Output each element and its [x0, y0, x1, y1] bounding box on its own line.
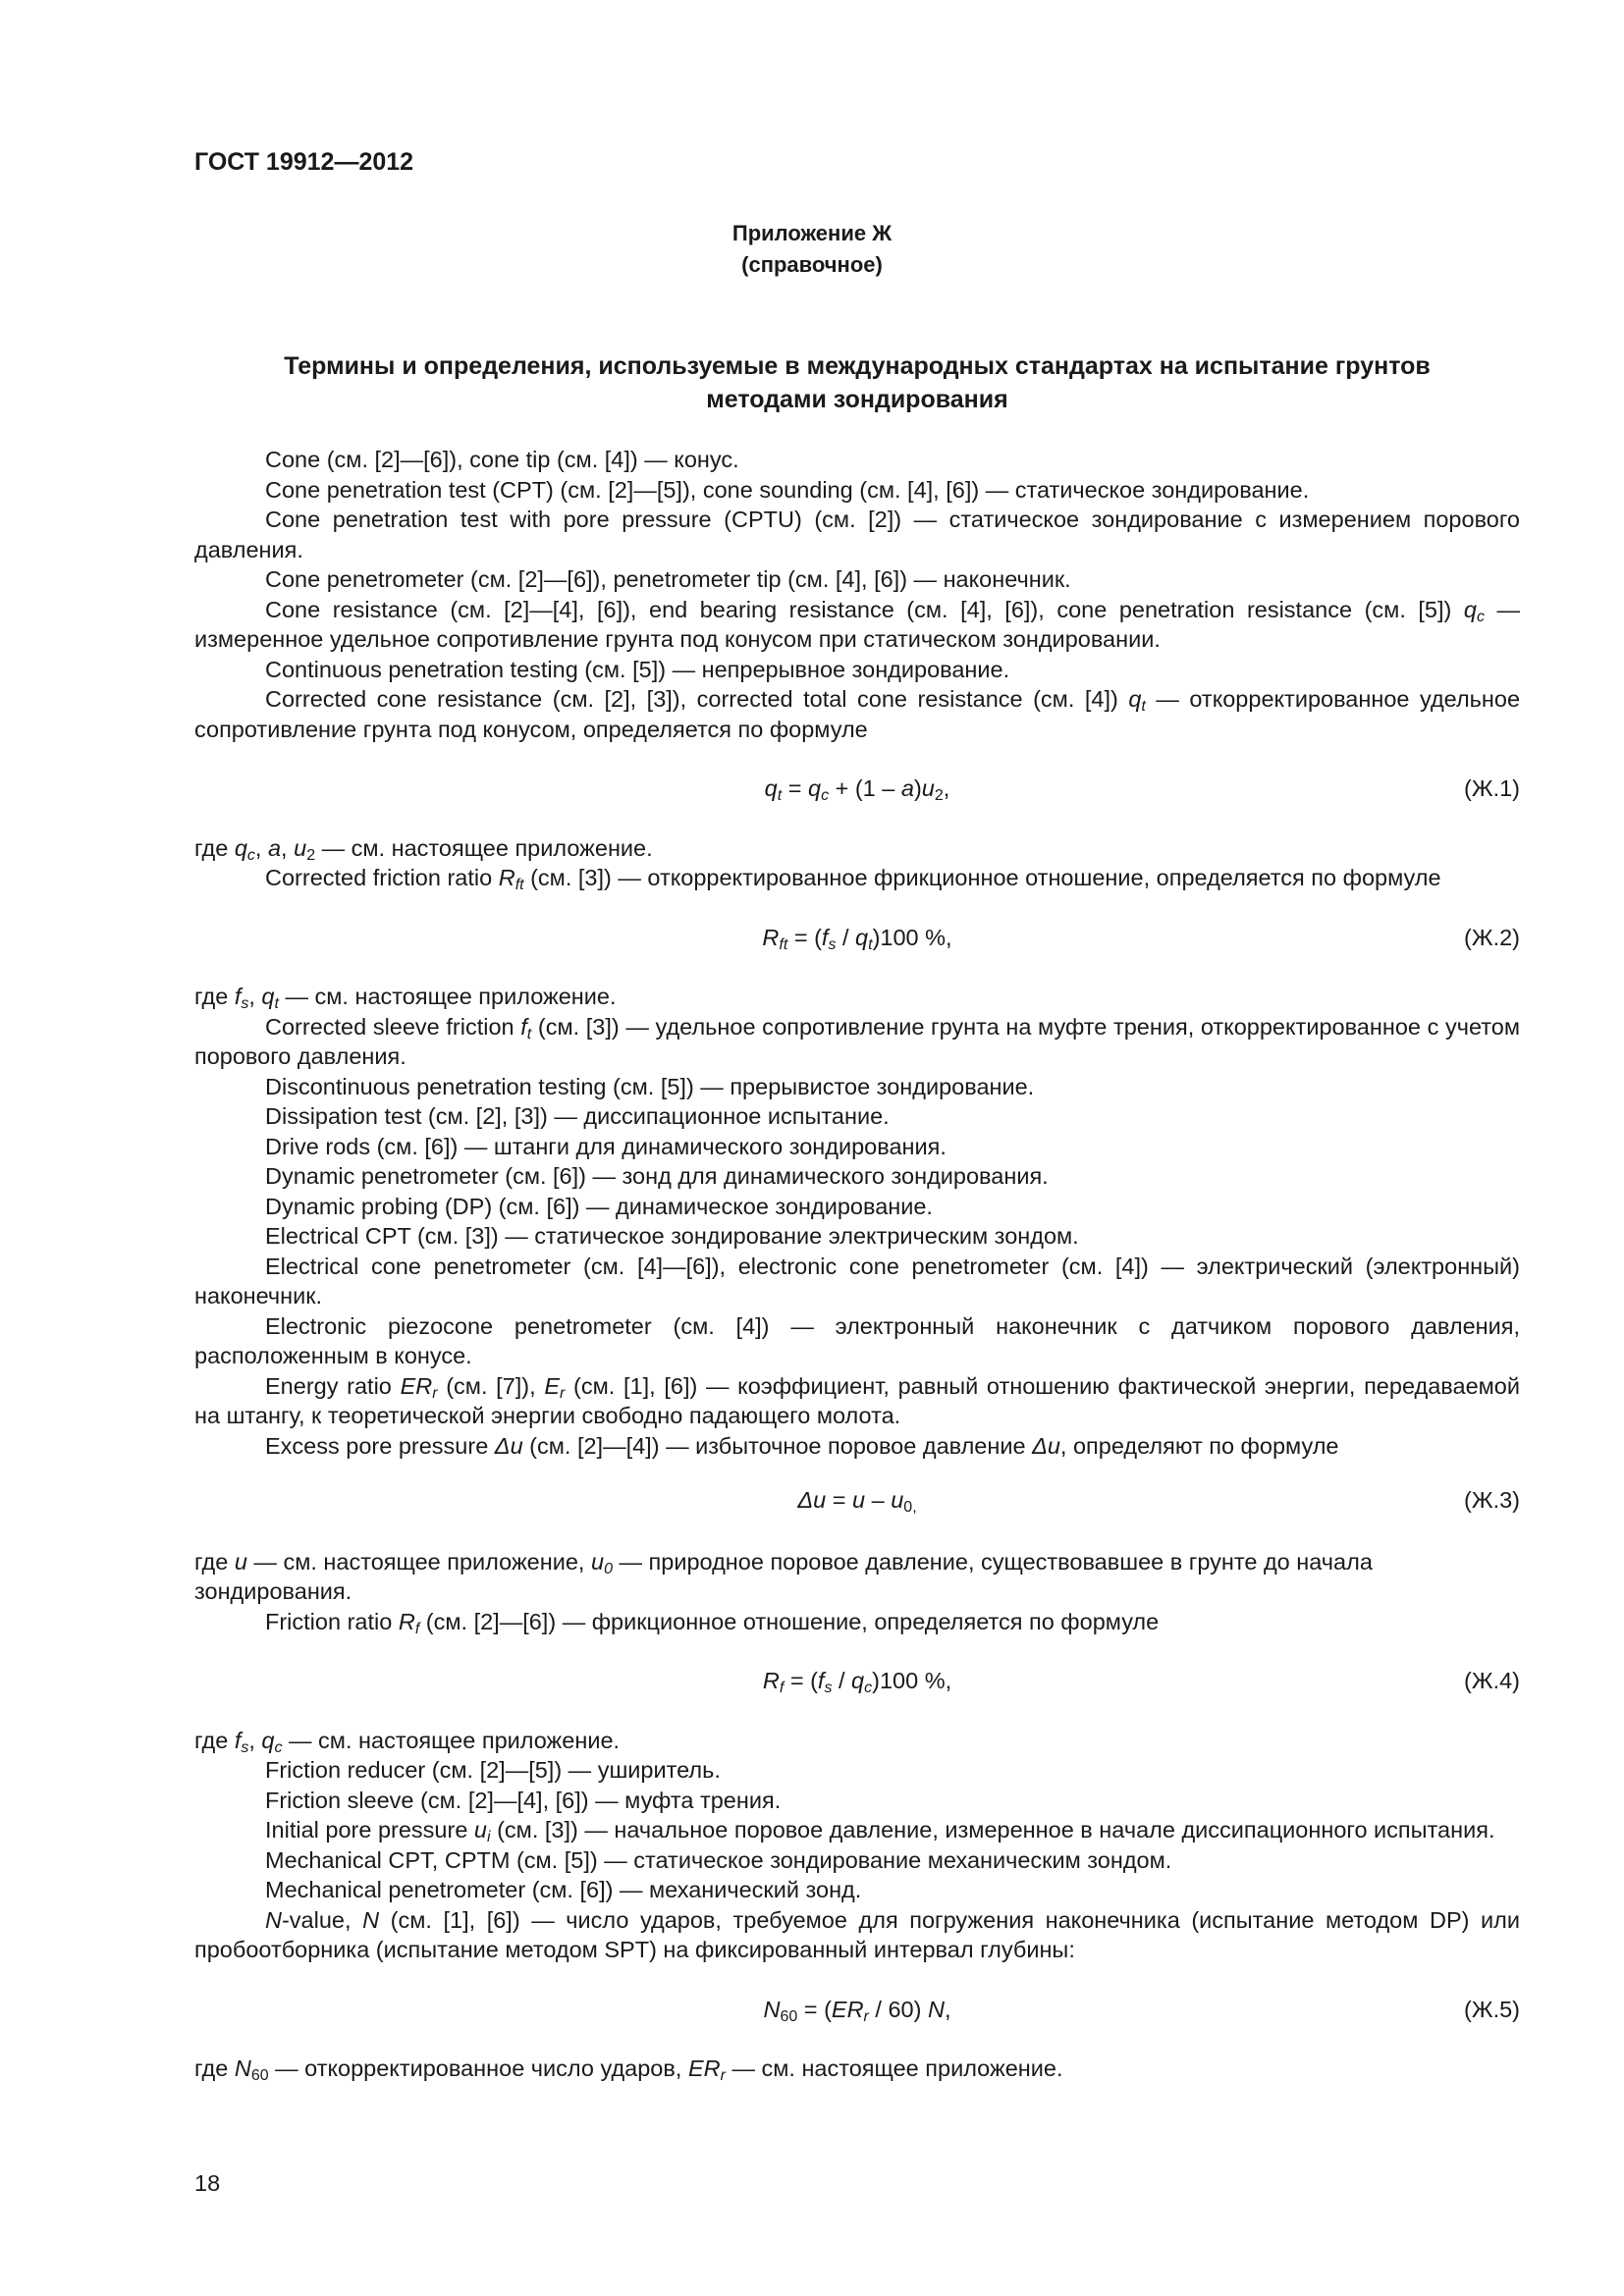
term-corrected-friction-ratio: Corrected friction ratio $R_{ft}$ (см. [3]) — откорректированное фрикционное отношение, определяется по формуле [265, 865, 1441, 893]
term-mechanical-penetrometer: Mechanical penetrometer (см. [6]) — механический зонд. [265, 1877, 862, 1902]
where-zh5: где $N_{60}$ — откорректированное число ударов, $ER_r$ — см. настоящее приложение. [194, 2056, 1063, 2084]
term-electronic-piezocone: Electronic piezocone penetrometer (см. [4]) — электронный наконечник с датчиком порового давления, расположенным в конусе. [194, 1312, 1520, 1368]
formula-zh3-expression: $\Delta u = u - u_{0,}$ [797, 1487, 917, 1516]
formula-zh2-expression: $R_{ft} = (f_s / q_t)100$ %, [762, 924, 952, 953]
term-electrical-cone-penetrometer: Electrical cone penetrometer (см. [4]—[6]), electronic cone penetrometer (см. [4]) — электрический (электронный) наконечник. [194, 1253, 1520, 1308]
term-corrected-sleeve-friction: Corrected sleeve friction $f_t$ (см. [3]) — удельное сопротивление грунта на муфте трения, откорректированное с учетом порового давления. [194, 1013, 1520, 1069]
term-cptu: Cone penetration test with pore pressure (CPTU) (см. [2]) — статическое зондирование с измерением порового давления. [194, 507, 1520, 562]
section-title-line-1: Термины и определения, используемые в международных стандартах на испытание грунтов [284, 352, 1431, 380]
formula-zh5 [194, 1995, 1520, 2025]
term-continuous-testing: Continuous penetration testing (см. [5]) — непрерывное зондирование. [265, 656, 1010, 682]
term-energy-ratio: Energy ratio $ER_r$ (см. [7]), $E_r$ (см. [1], [6]) — коэффициент, равный отношению фактической энергии, передаваемой на штангу, к теоретической энергии свободно падающего молота. [194, 1372, 1520, 1428]
term-mechanical-cpt: Mechanical CPT, CPTM (см. [5]) — статическое зондирование механическим зондом. [265, 1846, 1172, 1873]
where-zh4: где $f_s$, $q_c$ — см. настоящее приложение. [194, 1727, 621, 1756]
term-excess-pore-pressure: Excess pore pressure Δu (см. [2]—[4]) — избыточное поровое давление Δu, определяют по формуле [265, 1432, 1339, 1459]
term-drive-rods: Drive rods (см. [6]) — штанги для динамического зондирования. [265, 1133, 947, 1159]
formula-zh5-expression: $N_{60} = (ER_r / 60)$ N, [763, 1996, 951, 2025]
formula-zh2-number: (Ж.2) [1464, 924, 1520, 950]
formula-zh5-number: (Ж.5) [1464, 1996, 1520, 2022]
formula-zh4 [194, 1666, 1520, 1696]
formula-zh4-expression: $R_f = (f_s / q_c)100$ %, [762, 1668, 952, 1696]
term-cone-resistance: Cone resistance (см. [2]—[4], [6]), end bearing resistance (см. [4], [6]), cone penetration resistance (см. [5]) $q_c$ — измеренное удельное сопротивление грунта под конусом при статическом зондировании. [194, 596, 1521, 652]
term-cpt: Cone penetration test (CPT) (см. [2]—[5]), cone sounding (см. [4], [6]) — статическое зондирование. [265, 476, 1310, 503]
term-dynamic-probing: Dynamic probing (DP) (см. [6]) — динамическое зондирование. [265, 1193, 933, 1219]
appendix-label: Приложение Ж [731, 221, 893, 245]
where-zh1: где $q_c$, a, $u_2$ — см. настоящее приложение. [194, 834, 653, 864]
section-title-line-2: методами зондирования [706, 386, 1008, 413]
formula-zh2 [194, 923, 1520, 953]
page-number: 18 [194, 2170, 221, 2196]
term-cone: Cone (см. [2]—[6]), cone tip (см. [4]) — конус. [265, 447, 739, 472]
where-zh3: где u — см. настоящее приложение, $u_0$ — природное поровое давление, существовавшее в грунте до начала зондирования. [194, 1548, 1373, 1604]
term-friction-reducer: Friction reducer (см. [2]—[5]) — уширитель. [265, 1757, 721, 1783]
formula-zh3-number: (Ж.3) [1464, 1487, 1520, 1513]
formula-zh1-expression: $q_t = q_c + (1 - a)u_2$, [764, 775, 950, 804]
term-friction-ratio: Friction ratio $R_f$ (см. [2]—[6]) — фрикционное отношение, определяется по формуле [265, 1608, 1160, 1637]
formula-zh1-number: (Ж.1) [1464, 775, 1520, 801]
term-electrical-cpt: Electrical CPT (см. [3]) — статическое зондирование электрическим зондом. [265, 1223, 1079, 1249]
formula-zh1 [194, 774, 1520, 804]
formula-zh3 [194, 1485, 1520, 1516]
document-id: ГОСТ 19912—2012 [194, 148, 414, 176]
term-dissipation-test: Dissipation test (см. [2], [3]) — диссипационное испытание. [265, 1103, 890, 1129]
term-cone-penetrometer: Cone penetrometer (см. [2]—[6]), penetrometer tip (см. [4], [6]) — наконечник. [265, 566, 1071, 592]
terms-list [194, 445, 1520, 2084]
term-initial-pore-pressure: Initial pore pressure $u_i$ (см. [3]) — начальное поровое давление, измеренное в начале диссипационного испытания. [265, 1817, 1495, 1845]
formula-zh4-number: (Ж.4) [1464, 1668, 1520, 1693]
section-title [194, 349, 1520, 416]
appendix-note: (справочное) [741, 252, 883, 277]
where-zh2: где $f_s$, $q_t$ — см. настоящее приложение. [194, 984, 617, 1012]
term-friction-sleeve: Friction sleeve (см. [2]—[4], [6]) — муфта трения. [265, 1787, 782, 1813]
term-discontinuous-testing: Discontinuous penetration testing (см. [5]) — прерывистое зондирование. [265, 1073, 1035, 1099]
term-n-value: N-value, N (см. [1], [6]) — число ударов, требуемое для погружения наконечника (испытание методом DP) или пробоотборника (испытание методом SPT) на фиксированный интервал глубины: [194, 1906, 1520, 1962]
term-dynamic-penetrometer: Dynamic penetrometer (см. [6]) — зонд для динамического зондирования. [265, 1163, 1049, 1189]
term-corrected-cone-resistance: Corrected cone resistance (см. [2], [3]), corrected total cone resistance (см. [4]) $q_t$ — откорректированное удельное сопротивление грунта под конусом, определяется по формуле [194, 686, 1521, 742]
